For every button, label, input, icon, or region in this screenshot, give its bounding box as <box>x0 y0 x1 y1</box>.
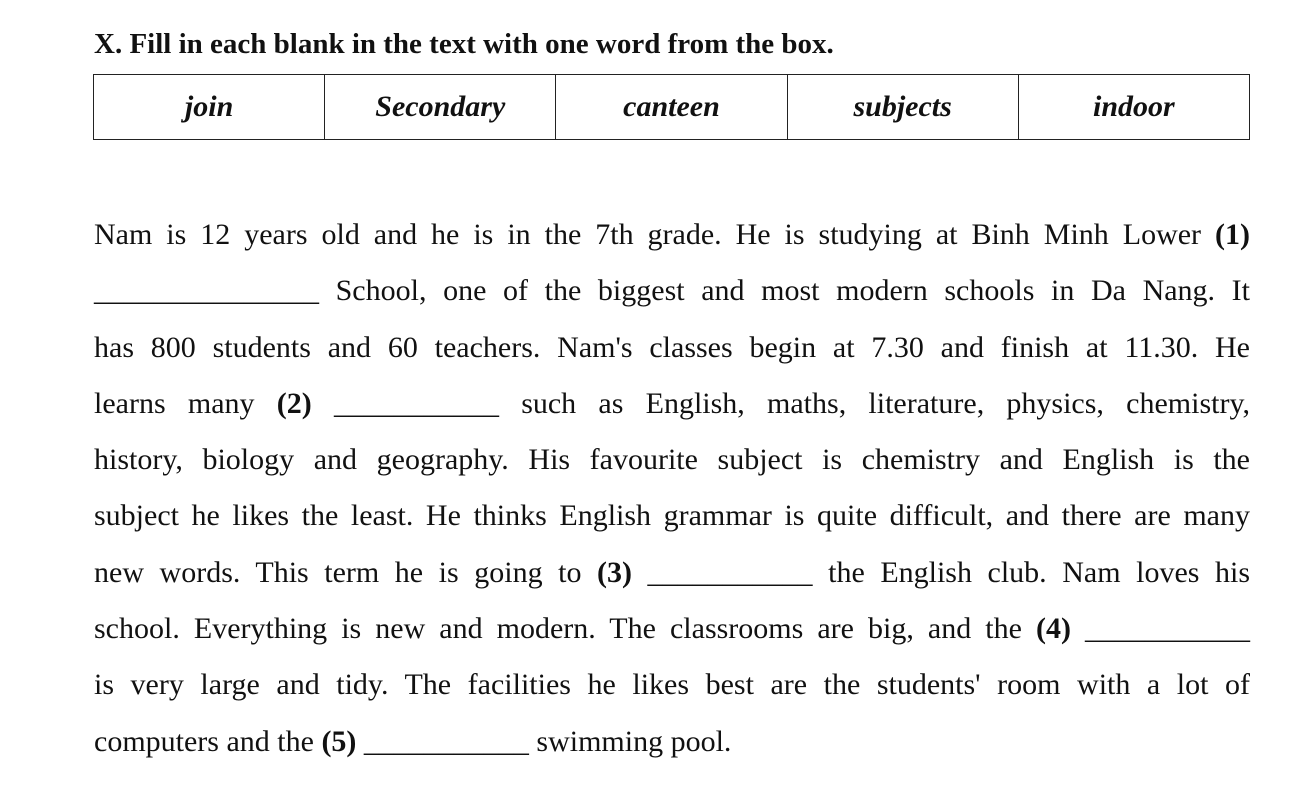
passage-text: school. Everything is new and modern. The classrooms are big, and the <box>94 612 1036 646</box>
exercise-title: X. Fill in each blank in the text with one word from the box. <box>94 28 834 60</box>
passage-text: ___________ <box>1070 612 1250 646</box>
passage-text: computers and the <box>94 724 322 758</box>
passage-line <box>94 432 1250 488</box>
passage-line <box>94 714 1250 770</box>
passage-line <box>94 488 1250 544</box>
passage-text: history, biology and geography. His favourite subject is chemistry and English is the <box>94 443 1250 477</box>
blank-number: (3) <box>597 555 632 589</box>
passage-line <box>94 320 1250 376</box>
word-box-row <box>94 75 1250 140</box>
passage-text: ___________ the English club. Nam loves his <box>632 555 1251 589</box>
passage-text: has 800 students and 60 teachers. Nam's classes begin at 7.30 and finish at 11.30. He <box>94 330 1250 364</box>
passage-text: new words. This term he is going to <box>94 555 598 589</box>
passage-text: Nam is 12 years old and he is in the 7th grade. He is studying at Binh Minh Lower <box>94 218 1216 251</box>
passage-text: _______________ School, one of the biggest and most modern schools in Da Nang. It <box>94 274 1250 308</box>
blank-number: (4) <box>1035 612 1071 646</box>
word-box-cell: subjects <box>787 75 1018 140</box>
passage-line <box>94 601 1250 657</box>
passage-line <box>94 657 1250 713</box>
word-box-cell: indoor <box>1018 75 1249 140</box>
passage-text: is very large and tidy. The facilities he likes best are the students' room with a lot of <box>94 668 1250 702</box>
passage-line <box>94 376 1250 432</box>
passage-line <box>94 263 1250 319</box>
passage-line <box>94 545 1250 601</box>
passage-line <box>94 207 1250 263</box>
passage-text: learns many <box>94 386 277 420</box>
passage-text: ___________ swimming pool. <box>356 724 732 758</box>
passage-text: ___________ such as English, maths, literature, physics, chemistry, <box>311 386 1251 420</box>
blank-number: (1) <box>1215 218 1250 251</box>
word-box <box>93 74 1250 140</box>
word-box-cell: Secondary <box>325 75 556 140</box>
blank-number: (5) <box>321 724 357 758</box>
blank-number: (2) <box>276 386 312 420</box>
word-box-cell: canteen <box>556 75 787 140</box>
passage-text: subject he likes the least. He thinks English grammar is quite difficult, and there are many <box>94 499 1250 533</box>
word-box-cell: join <box>94 75 325 140</box>
reading-passage <box>94 207 1250 770</box>
